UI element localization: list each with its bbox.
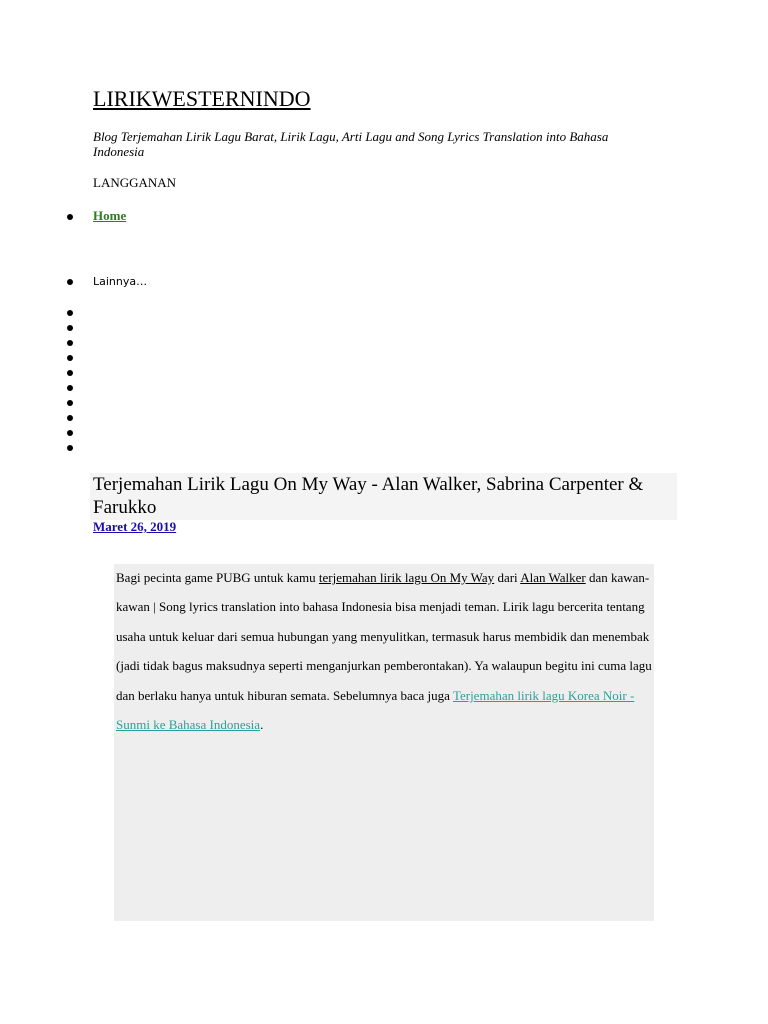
nav-home-link[interactable]: Home — [93, 208, 127, 223]
site-title-link[interactable]: LIRIKWESTERNINDO — [93, 86, 311, 111]
list-bullet — [67, 370, 73, 376]
post-date-link[interactable]: Maret 26, 2019 — [93, 519, 177, 534]
site-description: Blog Terjemahan Lirik Lagu Barat, Lirik Lagu, Arti Lagu and Song Lyrics Translation into Bahasa Indonesia — [93, 129, 609, 159]
list-bullet — [67, 415, 73, 421]
post-text: dan kawan-kawan | Song lyrics translation into bahasa Indonesia bisa menjadi teman. Lirik lagu bercerita tentang usaha untuk keluar dari semua hubungan yang menyulitkan, termasuk harus membidik dan menembak (jadi tidak bagus maksudnya seperti menganjurkan pemberontakan). Ya walaupun begitu ini cuma lagu dan berlaku hanya untuk hiburan semata. Sebelumnya baca juga — [116, 570, 652, 703]
related-post-link[interactable]: Terjemahan lirik lagu Korea Noir - Sunmi ke Bahasa Indonesia — [116, 687, 635, 733]
list-bullet — [67, 385, 73, 391]
list-bullet — [67, 279, 73, 285]
lyrics-link[interactable]: terjemahan lirik lagu On My Way — [318, 570, 495, 585]
list-bullet — [67, 325, 73, 331]
list-bullet — [67, 340, 73, 346]
artist-link[interactable]: Alan Walker — [520, 570, 586, 585]
list-bullet — [67, 445, 73, 451]
list-bullet — [67, 355, 73, 361]
post-text: dari — [494, 570, 521, 585]
post-content — [116, 563, 654, 739]
list-bullet — [67, 310, 73, 316]
nav-more-menu[interactable]: Lainnya… — [93, 275, 148, 288]
list-bullet — [67, 400, 73, 406]
post-text: Bagi pecinta game PUBG untuk kamu — [116, 570, 319, 585]
list-bullet — [67, 214, 73, 220]
post-text: . — [260, 717, 264, 733]
post-title: Terjemahan Lirik Lagu On My Way - Alan Walker, Sabrina Carpenter & Farukko — [93, 474, 644, 518]
list-bullet — [67, 430, 73, 436]
subscribe-label[interactable]: LANGGANAN — [93, 175, 177, 190]
